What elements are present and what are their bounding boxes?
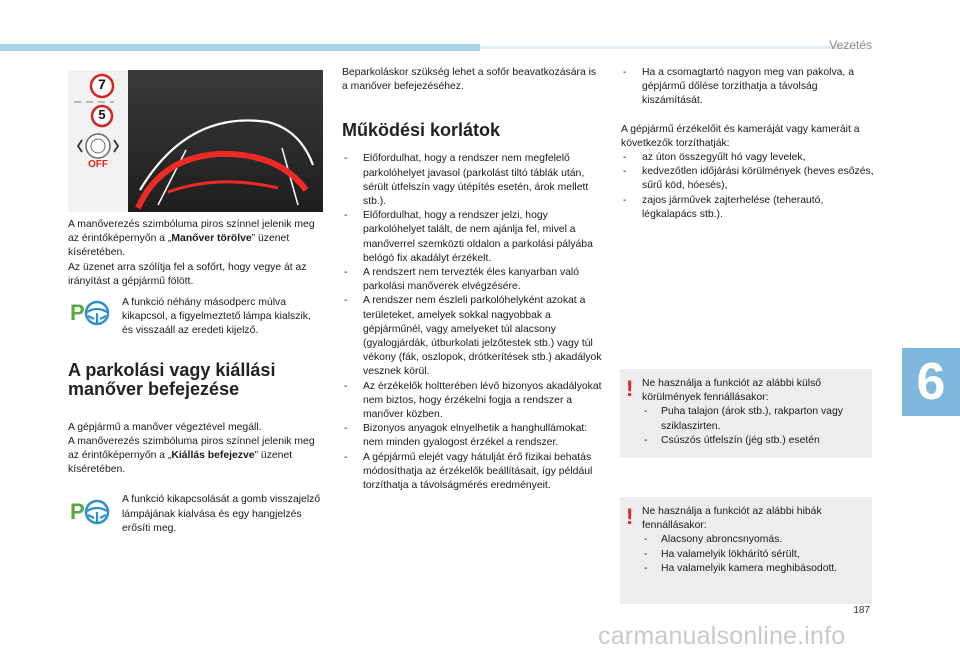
list-item: - Az érzékelők holtterében lévő bizonyos akadályokat nem biztos, hogy érzékelni fogja a rendszer a manőver közben.	[342, 380, 604, 423]
camera-view-image	[68, 70, 323, 212]
watermark: carmanualsonline.info	[598, 622, 846, 650]
list-item: - Előfordulhat, hogy a rendszer nem megfelelő parkolóhelyet javasol (parkolást tiltó táblák után, sérült útfelszín vagy útépítés esetén, árok mellett stb.).	[342, 152, 604, 209]
limits-list	[342, 152, 604, 493]
para-exit-completed: A manőverezés szimbóluma piros színnel jelenik meg az érintőképernyőn a „Kiállás befejezve” üzenet kíséretében.	[68, 435, 315, 476]
section-title: Vezetés	[829, 38, 872, 52]
para-maneuver-cancelled: A manőverezés szimbóluma piros színnel jelenik meg az érintőképernyőn a „Manőver törölve” üzenet kíséretében.	[68, 219, 315, 259]
warning-list	[642, 533, 864, 576]
warning-icon: !	[626, 376, 634, 401]
heading-maneuver-end: A parkolási vagy kiállási manőver befejezése	[68, 359, 276, 399]
list-item: - kedvezőtlen időjárási körülmények (heves esőzés, sűrű köd, hóesés),	[621, 165, 877, 193]
svg-text:P: P	[70, 499, 85, 525]
list-item: - Csúszós útfelszín (jég stb.) esetén	[642, 434, 864, 448]
list-item: - Előfordulhat, hogy a rendszer jelzi, hogy parkolóhelyet talált, de nem ajánlja fel, mivel a manőverrel szemközti oldalon a parkolási pályába belógó fix akadályt érzékelt.	[342, 209, 604, 266]
column-left	[68, 70, 323, 536]
list-item: - Ha a csomagtartó nagyon meg van pakolva, a gépjármű dőlése torzíthatja a távolság kiszámítását.	[621, 66, 877, 109]
off-label: OFF	[88, 159, 108, 170]
speed-limit-5: 5	[98, 107, 106, 122]
warning-title: Ne használja a funkciót az alábbi külső körülmények fennállásakor:	[642, 378, 822, 404]
limits-list-continued	[621, 66, 877, 109]
column-middle	[342, 66, 604, 493]
park-assist-icon	[68, 296, 122, 334]
note-function-off	[68, 296, 323, 339]
list-item: - A rendszer nem észleli parkolóhelyként azokat a területeket, amelyek sokkal nagyobbak a gépjárműnél, vagy amelyeket túl alacsony (gyalogjárdák, útburkolati jelzőtestek stb.) vagy túl vékony (fák, oszlopok, drótkerítések stb.) akadályok vesznek körül.	[342, 294, 604, 379]
warning-icon: !	[626, 504, 634, 529]
note-deactivation-text: A funkció kikapcsolását a gomb visszajelző lámpájának kialvása és egy hangjelzés erősíti meg.	[122, 494, 321, 534]
list-item: - A gépjármű elejét vagy hátulját érő fizikai behatás módosíthatja az érzékelők beállításait, így például torzíthatja a távolságmérés eredményeit.	[342, 451, 604, 494]
heading-operating-limits: Működési korlátok	[342, 120, 501, 141]
warning-title: Ne használja a funkciót az alábbi hibák fennállásakor:	[642, 506, 822, 532]
warning-box-external	[620, 369, 872, 458]
park-assist-icon-2	[68, 493, 122, 531]
list-item: - zajos járművek zajterhelése (teherautó, légkalapács stb.).	[621, 194, 877, 222]
chapter-tab: 6	[902, 348, 960, 416]
note-function-off-text: A funkció néhány másodperc múlva kikapcsol, a figyelmeztető lámpa kialszik, és visszaáll az eredeti kijelző.	[122, 297, 311, 337]
warning-box-faults	[620, 497, 872, 604]
para-take-control: Az üzenet arra szólítja fel a sofőrt, hogy vegye át az irányítást a gépjármű fölött.	[68, 261, 307, 287]
header-accent-bar	[0, 44, 480, 51]
warning-list	[642, 405, 864, 448]
list-item: - Ha valamelyik lökhárító sérült,	[642, 548, 864, 562]
list-item: - A rendszert nem tervezték éles kanyarban való parkolási manőverek elvégzésére.	[342, 266, 604, 294]
para-intervention: Beparkoláskor szükség lehet a sofőr beavatkozására is a manőver befejezéséhez.	[342, 67, 597, 93]
para-sensor-disturbance: A gépjármű érzékelőit és kameráját vagy kameráit a következők torzíthatják:	[621, 123, 860, 149]
column-right	[621, 66, 877, 222]
svg-text:P: P	[70, 300, 85, 326]
disturbance-list	[621, 151, 877, 222]
list-item: - Ha valamelyik kamera meghibásodott.	[642, 562, 864, 576]
note-deactivation	[68, 493, 323, 536]
page-number: 187	[853, 605, 870, 616]
speed-limit-7: 7	[98, 76, 106, 92]
list-item: - Alacsony abroncsnyomás.	[642, 533, 864, 547]
list-item: - Bizonyos anyagok elnyelhetik a hanghullámokat: nem minden gyalogost érzékel a rendszer.	[342, 422, 604, 450]
list-item: - Puha talajon (árok stb.), rakparton vagy sziklaszirten.	[642, 405, 864, 433]
header-accent-bar-thin	[480, 46, 850, 49]
para-vehicle-stops: A gépjármű a manőver végeztével megáll.	[68, 421, 262, 433]
list-item: - az úton összegyűlt hó vagy levelek,	[621, 151, 877, 165]
